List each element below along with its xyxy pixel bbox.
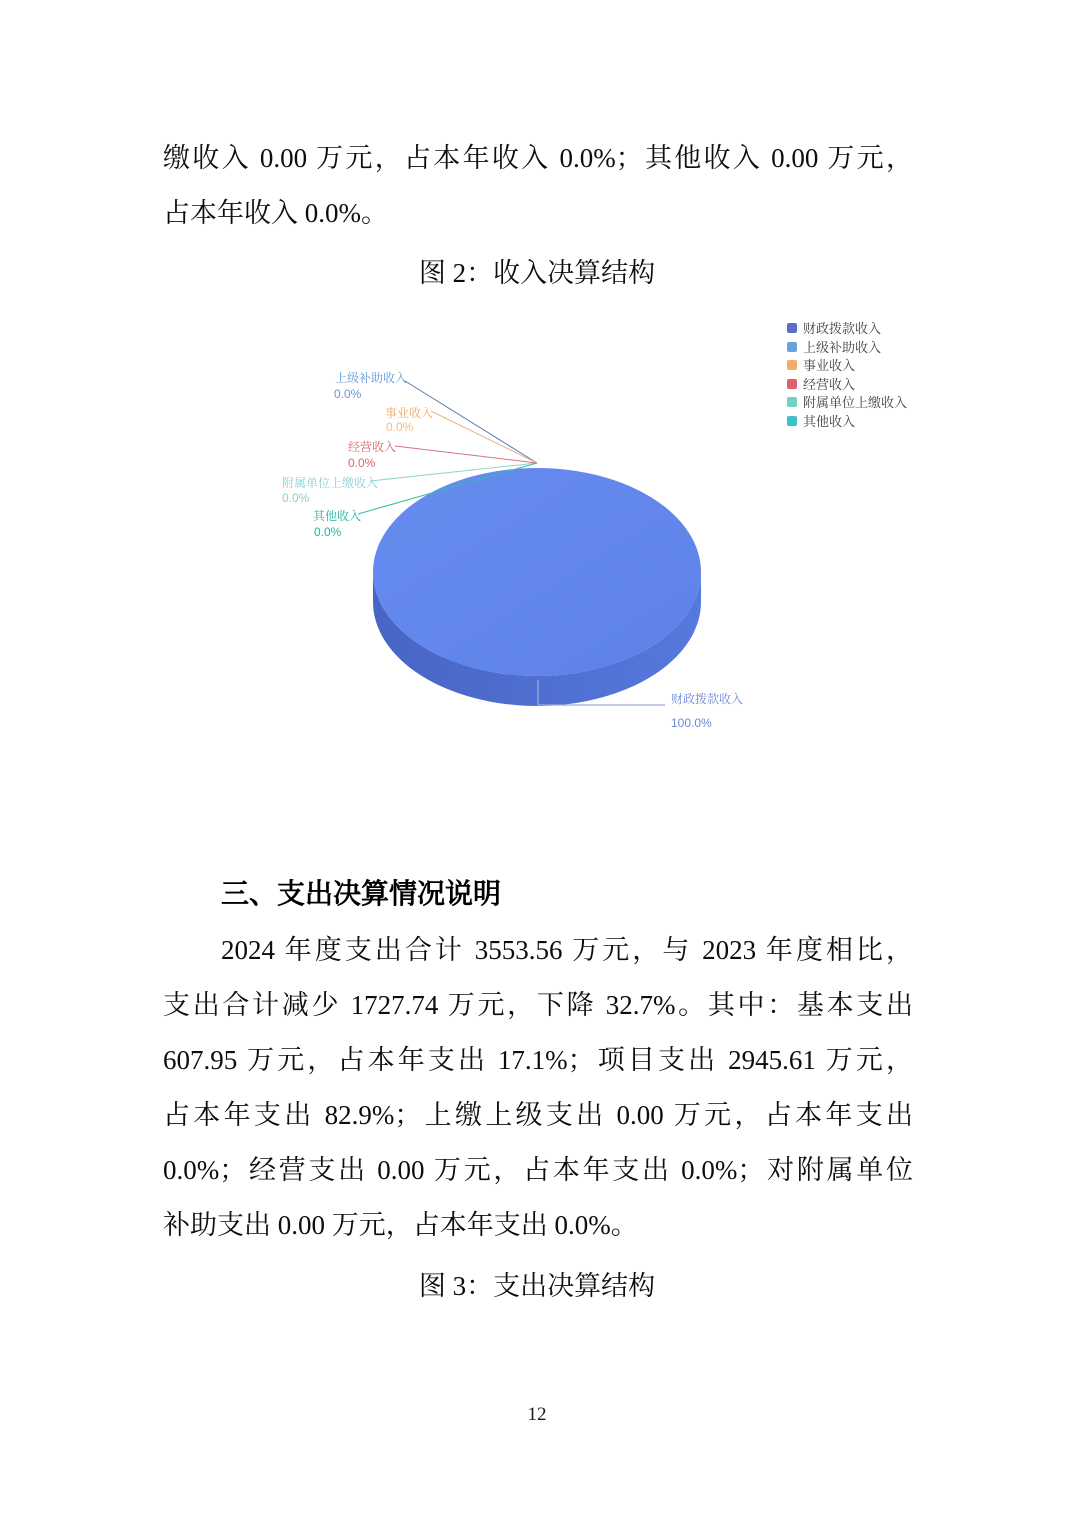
chart-legend xyxy=(787,321,907,429)
expenditure-line-5: 0.0%；经营支出 0.00 万元，占本年支出 0.0%；对附属单位 xyxy=(163,1155,913,1185)
callout-line-shangji xyxy=(405,381,537,463)
legend-item xyxy=(787,358,855,373)
legend-swatch xyxy=(787,416,797,426)
figure2-caption: 图 2：收入决算结构 xyxy=(418,258,656,288)
legend-swatch xyxy=(787,360,797,370)
callout-name: 附属单位上缴收入 xyxy=(282,476,379,490)
expenditure-line-6: 补助支出 0.00 万元，占本年支出 0.0%。 xyxy=(163,1210,638,1240)
callout-label-shiye xyxy=(385,405,433,434)
callout-name: 其他收入 xyxy=(313,509,362,523)
expenditure-line-3: 607.95 万元，占本年支出 17.1%；项目支出 2945.61 万元， xyxy=(163,1045,913,1075)
intro-line-2: 占本年收入 0.0%。 xyxy=(163,198,388,228)
callout-pct: 0.0% xyxy=(348,456,376,470)
legend-label: 上级补助收入 xyxy=(803,340,882,355)
callout-name: 财政拨款收入 xyxy=(671,692,744,706)
callout-label-shangji xyxy=(334,370,407,401)
callout-pct: 0.0% xyxy=(282,491,310,505)
legend-item xyxy=(787,377,855,392)
figure3-caption: 图 3：支出决算结构 xyxy=(418,1271,656,1301)
callout-pct: 0.0% xyxy=(314,525,342,539)
expenditure-line-1: 2024 年度支出合计 3553.56 万元，与 2023 年度相比， xyxy=(221,935,913,965)
legend-swatch xyxy=(787,323,797,333)
callout-label-caizheng xyxy=(671,691,743,730)
legend-label: 其他收入 xyxy=(803,414,856,429)
legend-swatch xyxy=(787,397,797,407)
legend-swatch xyxy=(787,379,797,389)
legend-swatch xyxy=(787,342,797,352)
legend-label: 经营收入 xyxy=(803,377,856,392)
legend-label: 事业收入 xyxy=(803,358,856,373)
callout-name: 事业收入 xyxy=(385,406,434,420)
callout-name: 经营收入 xyxy=(348,440,397,454)
callout-line-shiye xyxy=(431,411,537,463)
legend-item xyxy=(787,414,855,429)
legend-label: 财政拨款收入 xyxy=(803,321,882,336)
expenditure-line-2: 支出合计减少 1727.74 万元，下降 32.7%。其中：基本支出 xyxy=(163,990,913,1020)
legend-item xyxy=(787,321,881,336)
expenditure-section-heading: 三、支出决算情况说明 xyxy=(221,878,502,909)
callout-pct: 100.0% xyxy=(671,716,712,730)
callout-label-qita xyxy=(313,508,361,539)
page-number: 12 xyxy=(527,1404,547,1425)
legend-item xyxy=(787,340,881,355)
income-pie-chart xyxy=(260,300,960,740)
callout-name: 上级补助收入 xyxy=(335,371,408,385)
legend-label: 附属单位上缴收入 xyxy=(803,395,908,410)
legend-item xyxy=(787,395,907,410)
callout-line-jingying xyxy=(395,446,537,463)
callout-label-fushu xyxy=(282,475,378,505)
callout-label-jingying xyxy=(348,439,396,470)
callout-pct: 0.0% xyxy=(386,420,414,434)
expenditure-line-4: 占本年支出 82.9%；上缴上级支出 0.00 万元，占本年支出 xyxy=(163,1100,913,1130)
callout-pct: 0.0% xyxy=(334,387,362,401)
intro-line-1: 缴收入 0.00 万元，占本年收入 0.0%；其他收入 0.00 万元， xyxy=(163,143,913,173)
